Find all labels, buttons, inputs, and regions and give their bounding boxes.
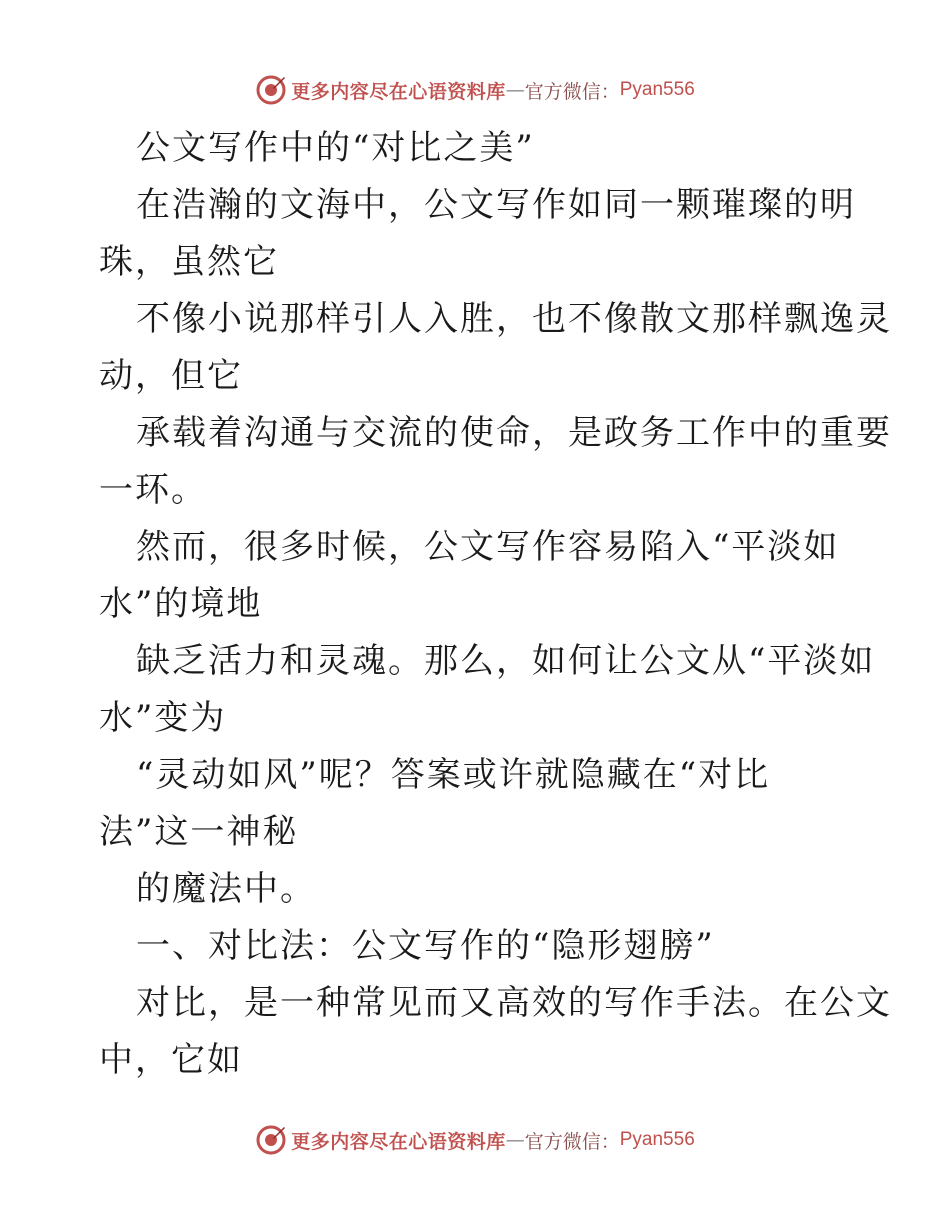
- pen-logo-icon: [255, 74, 287, 106]
- watermark-separator: —: [505, 1129, 525, 1151]
- document-body: [99, 120, 892, 1089]
- paragraph-line: 的魔法中。: [136, 869, 316, 909]
- paragraph-line: 水”的境地: [99, 584, 263, 624]
- watermark-header: [0, 72, 950, 108]
- section-heading: 一、对比法：公文写作的“隐形翅膀”: [136, 926, 715, 966]
- paragraph-line: 法”这一神秘: [99, 812, 299, 852]
- paragraph-line: 承载着沟通与交流的使命，是政务工作中的重要: [136, 413, 892, 453]
- paragraph-line: 中，它如: [99, 1040, 243, 1080]
- watermark-separator: —: [505, 79, 525, 101]
- paragraph-line: 珠，虽然它: [99, 242, 279, 282]
- paragraph-line: 动，但它: [99, 356, 243, 396]
- paragraph-line: 一环。: [99, 470, 207, 510]
- paragraph-line: “灵动如风”呢？答案或许就隐藏在“对比: [136, 755, 771, 795]
- document-title: 公文写作中的“对比之美”: [136, 128, 535, 168]
- watermark-main-text: 更多内容尽在心语资料库: [291, 1130, 506, 1153]
- watermark-wechat-id: Pyan556: [619, 79, 695, 100]
- watermark-footer: [0, 1122, 950, 1158]
- pen-logo-icon: [255, 1124, 287, 1156]
- paragraph-line: 缺乏活力和灵魂。那么，如何让公文从“平淡如: [136, 641, 876, 681]
- paragraph-line: 然而，很多时候，公文写作容易陷入“平淡如: [136, 527, 840, 567]
- paragraph-line: 对比，是一种常见而又高效的写作手法。在公文: [136, 983, 892, 1023]
- watermark-main-text: 更多内容尽在心语资料库: [291, 80, 506, 103]
- paragraph-line: 水”变为: [99, 698, 227, 738]
- watermark-label: 官方微信：: [524, 80, 620, 103]
- paragraph-line: 不像小说那样引人入胜，也不像散文那样飘逸灵: [136, 299, 892, 339]
- paragraph-line: 在浩瀚的文海中，公文写作如同一颗璀璨的明: [136, 185, 856, 225]
- watermark-wechat-id: Pyan556: [619, 1129, 695, 1150]
- watermark-label: 官方微信：: [524, 1130, 620, 1153]
